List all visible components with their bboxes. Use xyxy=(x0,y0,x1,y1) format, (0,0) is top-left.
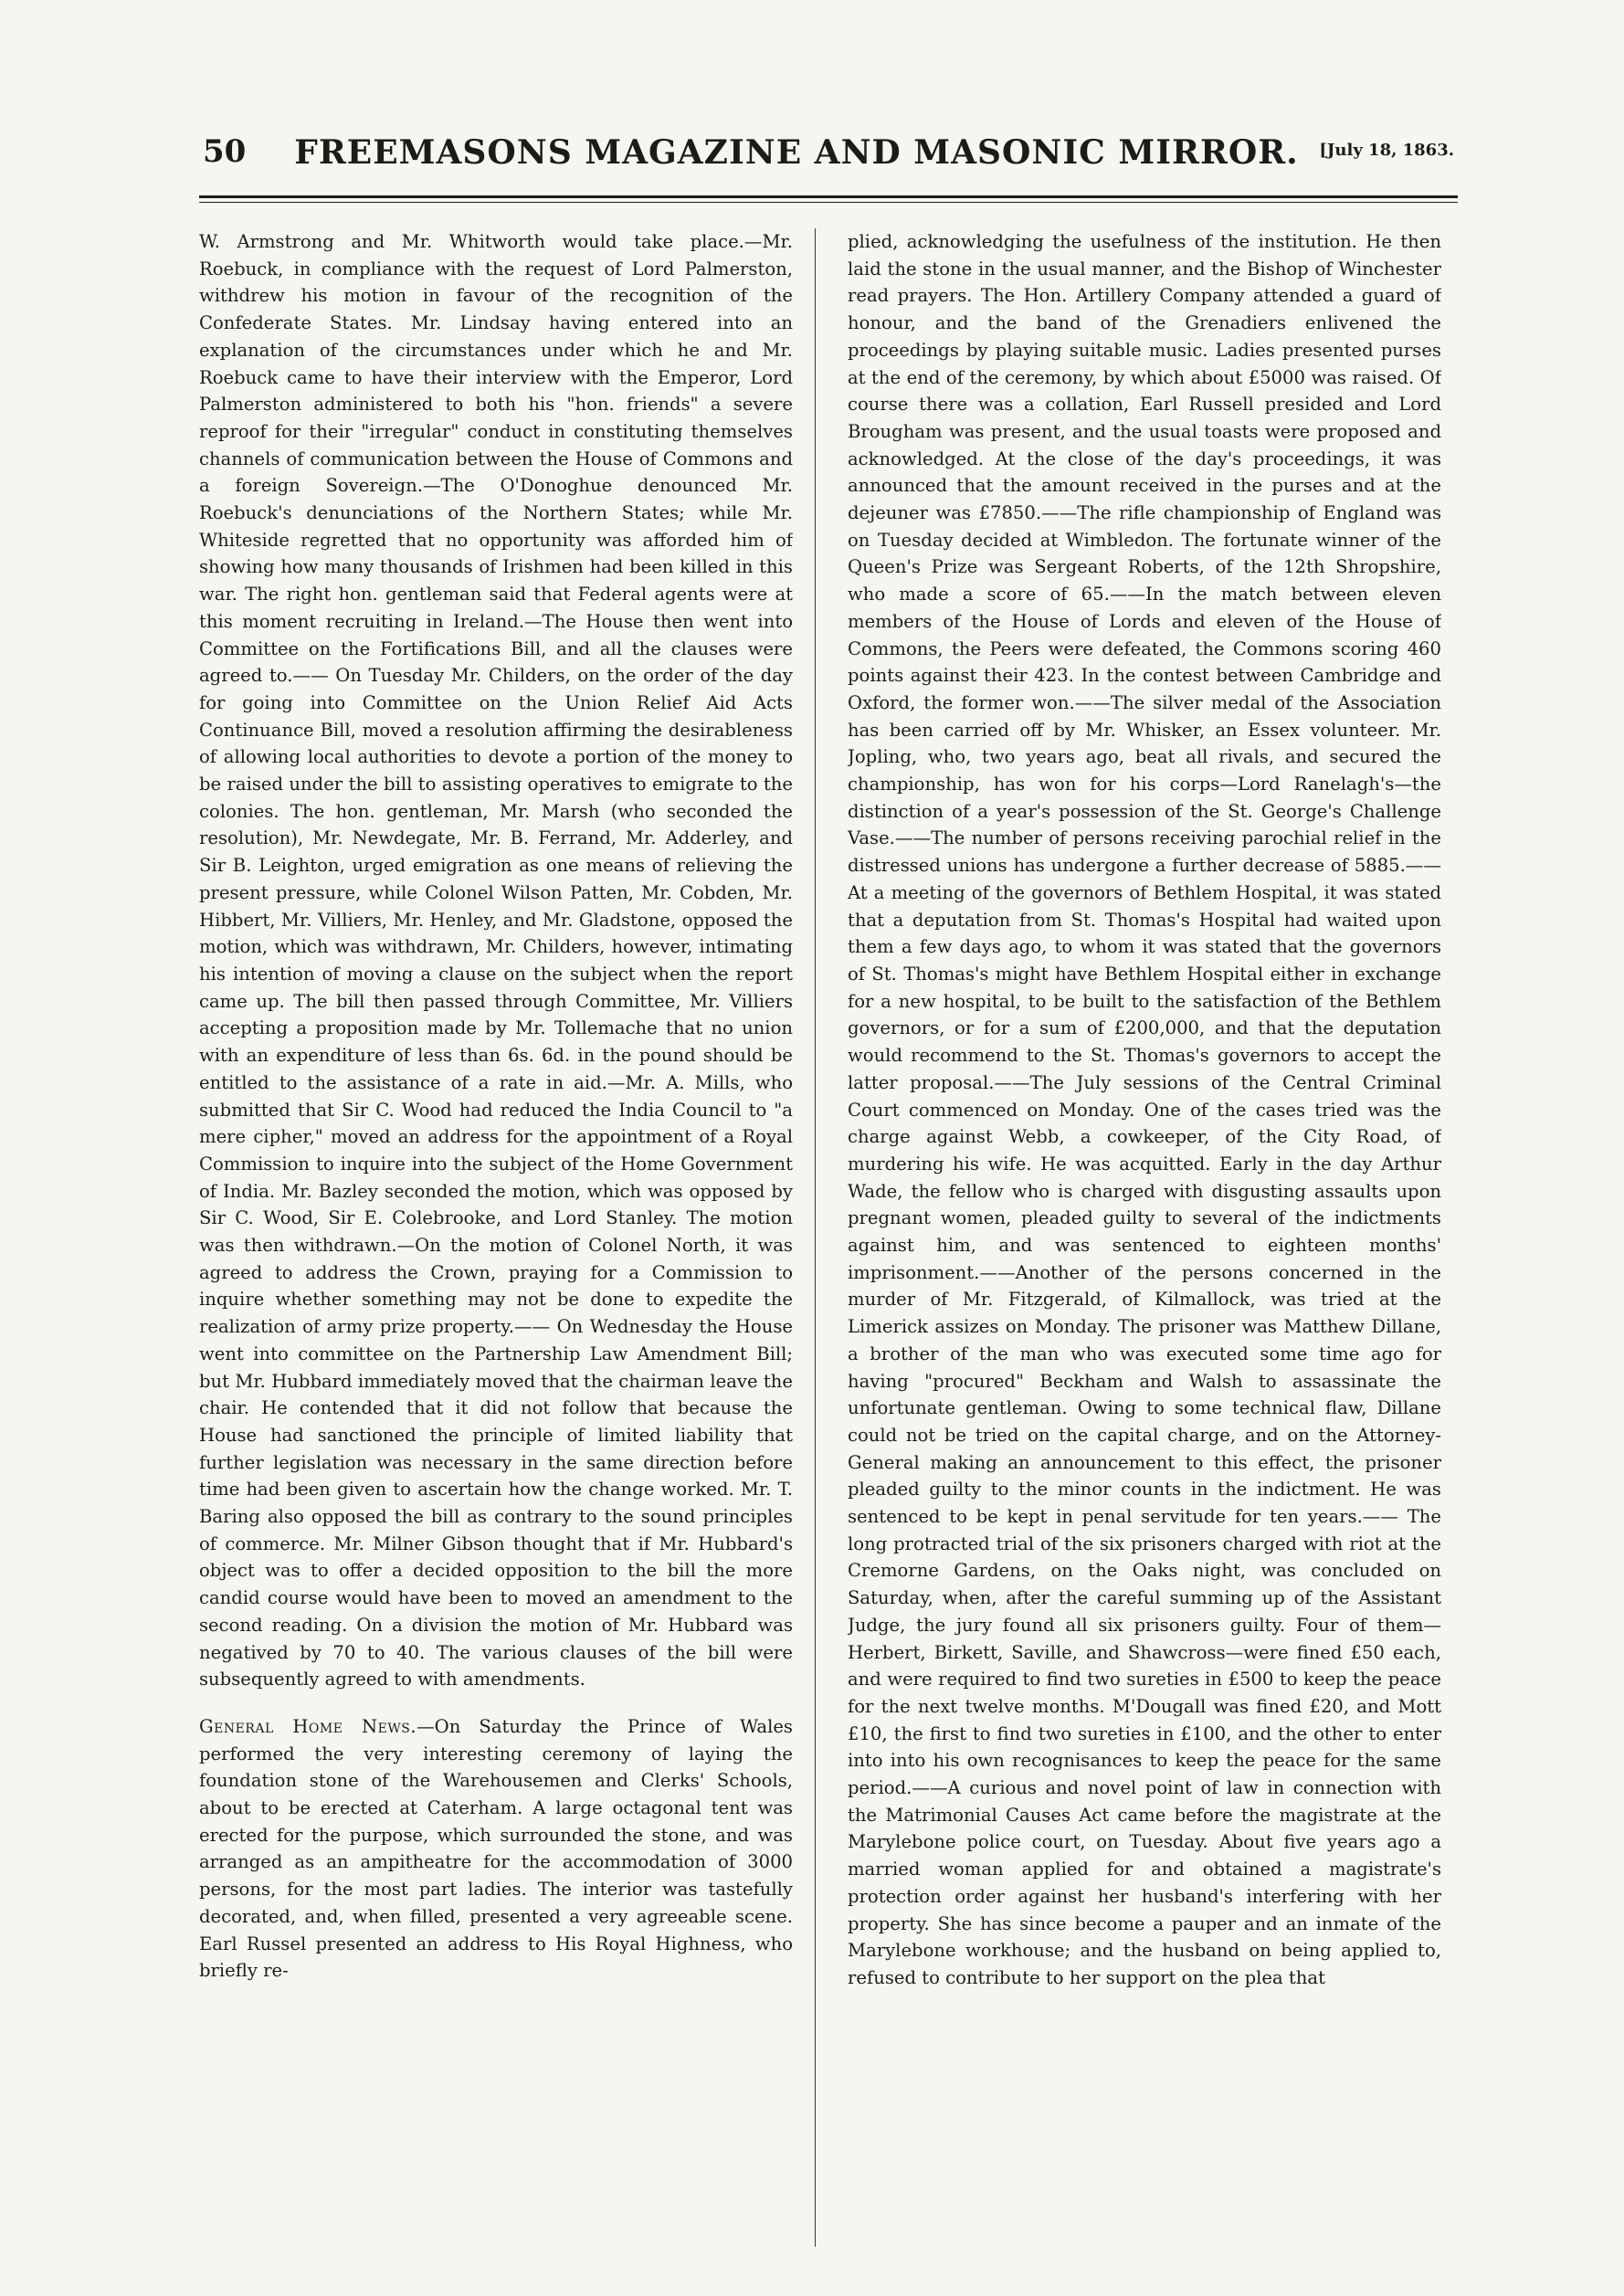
issue-date: [July 18, 1863. xyxy=(1319,141,1454,160)
parliament-paragraph: W. Armstrong and Mr. Whitworth would take place.—Mr. Roebuck, in compliance with the request of Lord Palmerston, withdrew his motion in favour of the recognition of the Confederate States. Mr. Lindsay having entered into an explanation of the circumstances under which he and Mr. Roebuck came to have their interview with the Emperor, Lord Palmerston administered to both his "hon. friends" a severe reproof for their "irregular" conduct in constituting themselves channels of communication between the House of Commons and a foreign Sovereign.—The O'Donoghue denounced Mr. Roebuck's denunciations of the Northern States; while Mr. Whiteside regretted that no opportunity was afforded him of showing how many thousands of Irishmen had been killed in this war. The right hon. gentleman said that Federal agents were at this moment recruiting in Ireland.—The House then went into Committee on the Fortifications Bill, and all the clauses were agreed to.—— On Tuesday Mr. Childers, on the order of the day for going into Committee on the Union Relief Aid Acts Continuance Bill, moved a resolution affirming the desirableness of allowing local authorities to devote a portion of the money to be raised under the bill to assisting operatives to emigrate to the colonies. The hon. gentleman, Mr. Marsh (who seconded the resolution), Mr. Newdegate, Mr. B. Ferrand, Mr. Adderley, and Sir B. Leighton, urged emigration as one means of relieving the present pressure, while Colonel Wilson Patten, Mr. Cobden, Mr. Hibbert, Mr. Villiers, Mr. Henley, and Mr. Gladstone, opposed the motion, which was withdrawn, Mr. Childers, however, intimating his intention of moving a clause on the subject when the report came up. The bill then passed through Committee, Mr. Villiers accepting a proposition made by Mr. Tollemache that no union with an expenditure of less than 6s. 6d. in the pound should be entitled to the assistance of a rate in aid.—Mr. A. Mills, who submitted that Sir C. Wood had reduced the India Council to "a mere cipher," moved an address for the appointment of a Royal Commission to inquire into the subject of the Home Government of India. Mr. Bazley seconded the motion, which was opposed by Sir C. Wood, Sir E. Colebrooke, and Lord Stanley. The motion was then withdrawn.—On the motion of Colonel North, it was agreed to address the Crown, praying for a Commission to inquire whether something may not be done to expedite the realization of army prize property.—— On Wednesday the House went into committee on the Partnership Law Amendment Bill; but Mr. Hubbard immediately moved that the chairman leave the chair. He contended that it did not follow that because the House had sanctioned the principle of limited liability that further legislation was necessary in the same direction before time had been given to ascertain how the change worked. Mr. T. Baring also opposed the bill as contrary to the sound principles of commerce. Mr. Milner Gibson thought that if Mr. Hubbard's object was to offer a decided opposition to the bill the more candid course would have been to moved an amendment to the second reading. On a division the motion of Mr. Hubbard was negatived by 70 to 40. The various clauses of the bill were subsequently agreed to with amendments. xyxy=(199,231,793,1690)
home-news-text: —On Saturday the Prince of Wales performed the very interesting ceremony of laying the foundation stone of the Warehousemen and Clerks' Schools, about to be erected at Caterham. A large octagonal tent was erected for the purpose, which surrounded the stone, and was arranged as an ampitheatre for the accommodation of 3000 persons, for the most part ladies. The interior was tastefully decorated, and, when filled, presented a very agreeable scene. Earl Russel presented an address to His Royal Highness, who briefly re- xyxy=(199,1715,793,1982)
masthead xyxy=(199,128,1458,186)
right-column xyxy=(848,228,1441,2256)
column-divider xyxy=(815,228,816,2247)
running-title: FREEMASONS MAGAZINE AND MASONIC MIRROR. xyxy=(294,133,1299,172)
page-number: 50 xyxy=(203,133,247,170)
continued-paragraph: plied, acknowledging the usefulness of the institution. He then laid the stone in the usual manner, and the Bishop of Winchester read prayers. The Hon. Artillery Company attended a guard of honour, and the band of the Grenadiers enlivened the proceedings by playing suitable music. Ladies presented purses at the end of the ceremony, by which about £5000 was raised. Of course there was a collation, Earl Russell presided and Lord Brougham was present, and the usual toasts were proposed and acknowledged. At the close of the day's proceedings, it was announced that the amount received in the purses and at the dejeuner was £7850.——The rifle championship of England was on Tuesday decided at Wimbledon. The fortunate winner of the Queen's Prize was Sergeant Roberts, of the 12th Shropshire, who made a score of 65.——In the match between eleven members of the House of Lords and eleven of the House of Commons, the Peers were defeated, the Commons scoring 460 points against their 423. In the contest between Cambridge and Oxford, the former won.——The silver medal of the Association has been carried off by Mr. Whisker, an Essex volunteer. Mr. Jopling, who, two years ago, beat all rivals, and secured the championship, has won for his corps—Lord Ranelagh's—the distinction of a year's possession of the St. George's Challenge Vase.——The number of persons receiving parochial relief in the distressed unions has undergone a further decrease of 5885.——At a meeting of the governors of Bethlem Hospital, it was stated that a deputation from St. Thomas's Hospital had waited upon them a few days ago, to whom it was stated that the governors of St. Thomas's might have Bethlem Hospital either in exchange for a new hospital, to be built to the satisfaction of the Bethlem governors, or for a sum of £200,000, and that the deputation would recommend to the St. Thomas's governors to accept the latter proposal.——The July sessions of the Central Criminal Court commenced on Monday. One of the cases tried was the charge against Webb, a cowkeeper, of the City Road, of murdering his wife. He was acquitted. Early in the day Arthur Wade, the fellow who is charged with disgusting assaults upon pregnant women, pleaded guilty to several of the indictments against him, and was sentenced to eighteen months' imprisonment.——Another of the persons concerned in the murder of Mr. Fitzgerald, of Kilmallock, was tried at the Limerick assizes on Monday. The prisoner was Matthew Dillane, a brother of the man who was executed some time ago for having "procured" Beckham and Walsh to assassinate the unfortunate gentleman. Owing to some technical flaw, Dillane could not be tried on the capital charge, and on the Attorney-General making an announcement to this effect, the prisoner pleaded guilty to the minor counts in the indictment. He was sentenced to be kept in penal servitude for ten years.—— The long protracted trial of the six prisoners charged with riot at the Cremorne Gardens, on the Oaks night, was concluded on Saturday, when, after the careful summing up of the Assistant Judge, the jury found all six prisoners guilty. Four of them—Herbert, Birkett, Saville, and Shawcross—were fined £50 each, and were required to find two sureties in £500 to keep the peace for the next twelve months. M'Dougall was fined £20, and Mott £10, the first to find two sureties in £100, and the other to enter into into his own recognisances to keep the peace for the same period.——A curious and novel point of law in connection with the Matrimonial Causes Act came before the magistrate at the Marylebone police court, on Tuesday. About five years ago a married woman applied for and obtained a magistrate's protection order against her husband's interfering with her property. She has since become a pauper and an inmate of the Marylebone workhouse; and the husband on being applied to, refused to contribute to her support on the plea that xyxy=(848,231,1441,1988)
header-rule-thick xyxy=(199,195,1458,198)
home-news-paragraph xyxy=(199,1713,793,1985)
header-rule-thin xyxy=(199,202,1458,203)
left-column xyxy=(199,228,793,2256)
home-news-heading: General Home News. xyxy=(199,1715,417,1737)
